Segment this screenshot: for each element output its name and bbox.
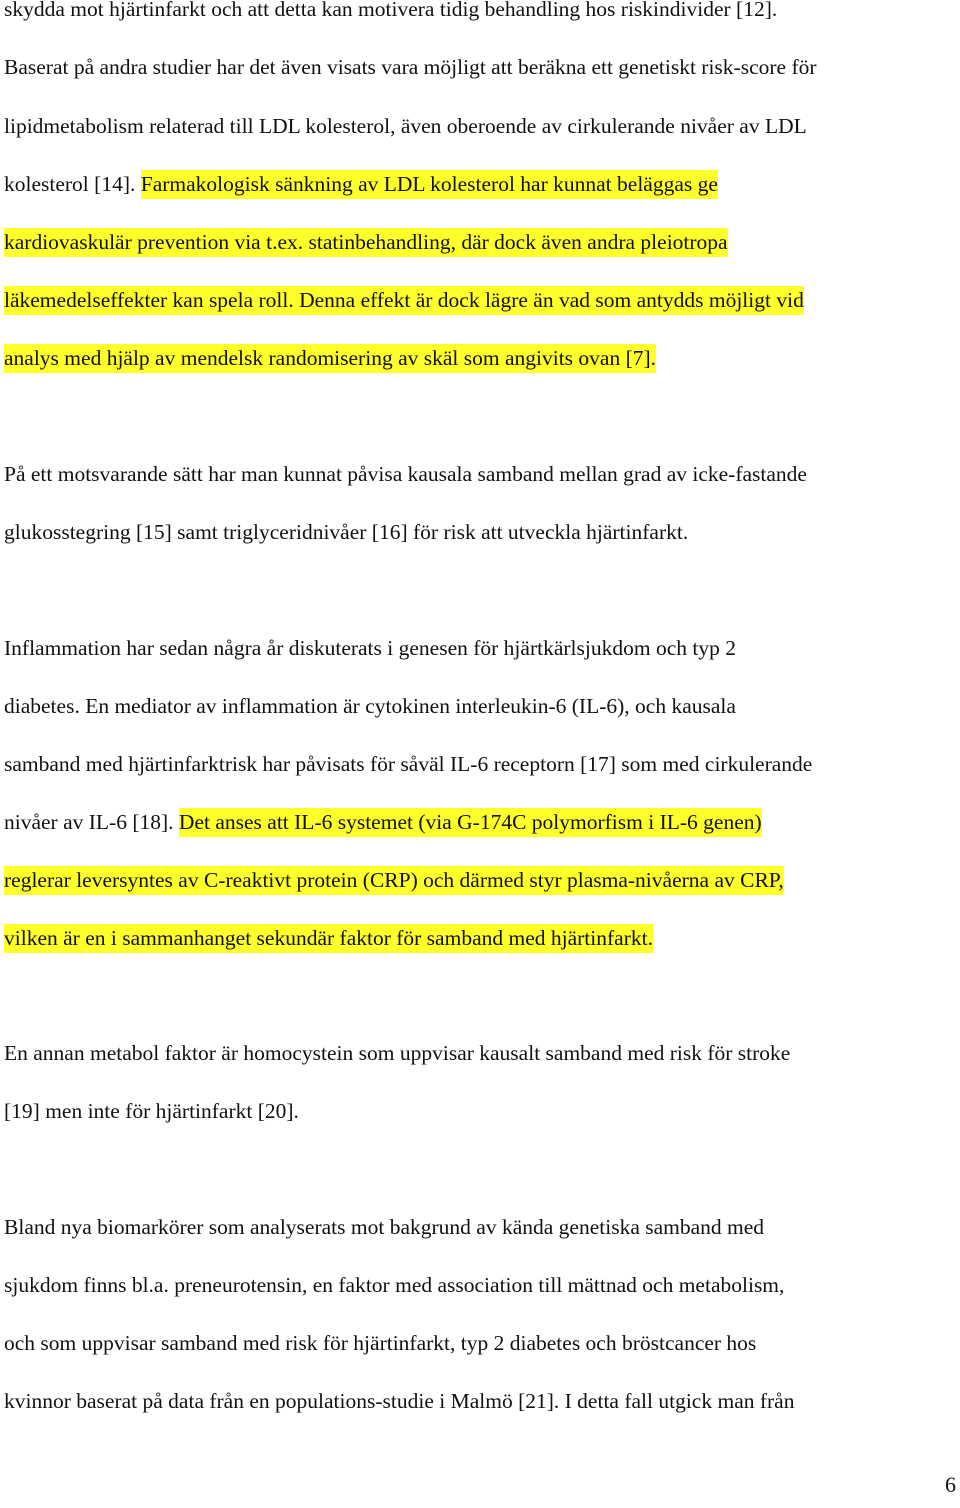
page-number: 6 xyxy=(945,1472,956,1497)
text-line: lipidmetabolism relaterad till LDL kolesterol, även oberoende av cirkulerande nivåer av LDL xyxy=(4,114,807,138)
text-line: nivåer av IL-6 [18]. Det anses att IL-6 systemet (via G-174C polymorfism i IL-6 genen) xyxy=(4,809,762,835)
text-line xyxy=(4,867,784,893)
text-line: [19] men inte för hjärtinfarkt [20]. xyxy=(4,1099,299,1123)
highlighted-text: läkemedelseffekter kan spela roll. Denna effekt är dock lägre än vad som antydds möjligt vid xyxy=(4,286,804,315)
highlighted-text: reglerar leversyntes av C-reaktivt protein (CRP) och därmed styr plasma-nivåerna av CRP, xyxy=(4,866,784,895)
text-line xyxy=(4,925,653,951)
text-line: glukosstegring [15] samt triglyceridnivåer [16] för risk att utveckla hjärtinfarkt. xyxy=(4,520,689,544)
highlighted-text: Det anses att IL-6 systemet (via G-174C polymorfism i IL-6 genen) xyxy=(179,808,762,837)
text-line xyxy=(4,345,656,371)
text-line: Bland nya biomarkörer som analyserats mot bakgrund av kända genetiska samband med xyxy=(4,1215,765,1239)
text-line: och som uppvisar samband med risk för hjärtinfarkt, typ 2 diabetes och bröstcancer hos xyxy=(4,1331,757,1355)
text-line: diabetes. En mediator av inflammation är cytokinen interleukin-6 (IL-6), och kausala xyxy=(4,694,736,718)
text-line: kvinnor baserat på data från en populations-studie i Malmö [21]. I detta fall utgick man från xyxy=(4,1389,795,1413)
text-line xyxy=(4,229,728,255)
text-line: En annan metabol faktor är homocystein som uppvisar kausalt samband med risk för stroke xyxy=(4,1041,791,1065)
text-line: sjukdom finns bl.a. preneurotensin, en faktor med association till mättnad och metabolism, xyxy=(4,1273,785,1297)
text-line xyxy=(4,287,804,313)
text-line: Baserat på andra studier har det även visats vara möjligt att beräkna ett genetiskt risk-score för xyxy=(4,55,817,79)
text-line: skydda mot hjärtinfarkt och att detta kan motivera tidig behandling hos riskindivider [12]. xyxy=(4,0,778,21)
highlighted-text: kardiovaskulär prevention via t.ex. statinbehandling, där dock även andra pleiotropa xyxy=(4,228,728,257)
text-line: samband med hjärtinfarktrisk har påvisats för såväl IL-6 receptorn [17] som med cirkulerande xyxy=(4,752,813,776)
text-line: På ett motsvarande sätt har man kunnat påvisa kausala samband mellan grad av icke-fastande xyxy=(4,462,807,486)
text-line: kolesterol [14]. Farmakologisk sänkning av LDL kolesterol har kunnat beläggas ge xyxy=(4,171,718,197)
highlighted-text: vilken är en i sammanhanget sekundär faktor för samband med hjärtinfarkt. xyxy=(4,924,653,953)
highlighted-text: Farmakologisk sänkning av LDL kolesterol har kunnat beläggas ge xyxy=(141,170,718,199)
highlighted-text: analys med hjälp av mendelsk randomisering av skäl som angivits ovan [7]. xyxy=(4,344,656,373)
text-line: Inflammation har sedan några år diskuterats i genesen för hjärtkärlsjukdom och typ 2 xyxy=(4,636,736,660)
